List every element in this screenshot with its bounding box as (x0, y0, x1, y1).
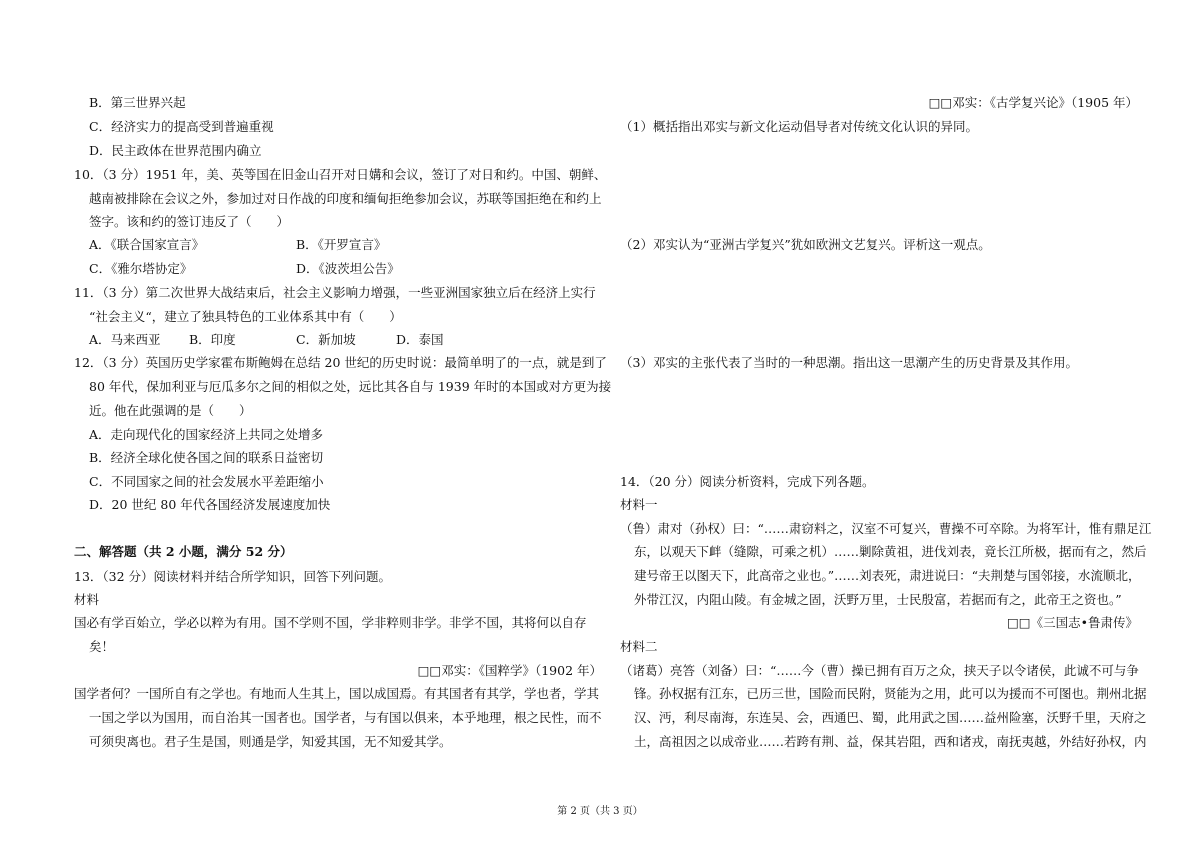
q13-passage2-line1: 国学者何？一国所自有之学也。有地而人生其上，国以成国焉。有其国者有其学，学也者，学其 (74, 686, 600, 701)
q13-passage2-line3: 可须臾离也。君子生是国，则通是学，知爱其国，无不知爱其学。 (89, 734, 452, 749)
q11-option-c: C．新加坡 (296, 332, 356, 347)
q14-material1-line1: （鲁）肃对（孙权）曰：“……肃窃料之，汉室不可复兴，曹操不可卒除。为将军计，惟有鼎足江 (620, 521, 1152, 536)
q13-material-label: 材料 (74, 592, 100, 607)
q14-material2-label: 材料二 (620, 639, 658, 654)
q13-passage1-line2: 矣！ (89, 639, 115, 654)
q12-option-d: D．20 世纪 80 年代各国经济发展速度加快 (89, 497, 331, 512)
q12-stem-line2: 80 年代，保加利亚与厄瓜多尔之间的相似之处，远比其各自与 1939 年时的本国或对方更为接 (89, 379, 612, 394)
q14-material1-line3: 建号帝王以图天下，此高帝之业也。”……刘表死，肃进说曰：“夫荆楚与国邻接，水流顺北， (634, 568, 1141, 583)
q12-option-b: B．经济全球化使各国之间的联系日益密切 (89, 450, 324, 465)
q13-subquestion-3: （3）邓实的主张代表了当时的一种思潮。指出这一思潮产生的历史背景及其作用。 (620, 355, 1078, 370)
q13-subquestion-1: （1）概括指出邓实与新文化运动倡导者对传统文化认识的异同。 (620, 119, 978, 134)
q14-material2-line2: 锋。孙权据有江东，已历三世，国险而民附，贤能为之用，此可以为援而不可图也。荆州北据 (634, 686, 1147, 701)
q13-passage1-line1: 国必有学百始立，学必以粹为有用。国不学则不国，学非粹则非学。非学不国，其将何以自存 (74, 615, 587, 630)
q11-option-a: A．马来西亚 (89, 332, 161, 347)
q12-option-c: C．不同国家之间的社会发展水平差距缩小 (89, 474, 324, 489)
q13-source1: □□邓实：《国粹学》（1902 年） (417, 663, 602, 678)
section-heading: 二、解答题（共 2 小题，满分 52 分） (74, 544, 293, 559)
q9-option-c: C．经济实力的提高受到普遍重视 (89, 119, 274, 134)
q10-option-d: D．《波茨坦公告》 (296, 261, 400, 276)
q10-stem-line3: 签字。该和约的签订违反了（ ） (89, 214, 290, 229)
q14-stem: 14．（20 分）阅读分析资料，完成下列各题。 (620, 474, 875, 489)
q14-material1-source: □□《三国志•鲁肃传》 (1007, 615, 1138, 630)
q14-material2-line4: 土，高祖因之以成帝业……若跨有荆、益，保其岩阻，西和诸戎，南抚夷越，外结好孙权，内 (634, 734, 1147, 749)
q13-stem: 13．（32 分）阅读材料并结合所学知识，回答下列问题。 (74, 569, 392, 584)
q11-option-b: B．印度 (189, 332, 236, 347)
q9-option-d: D．民主政体在世界范围内确立 (89, 143, 262, 158)
q9-option-b: B．第三世界兴起 (89, 95, 186, 110)
q12-stem-line1: 12．（3 分）英国历史学家霍布斯鲍姆在总结 20 世纪的历史时说：最简单明了的一点，就是到了 (74, 355, 607, 370)
q13-passage2-line2: 一国之学以为国用，而自治其一国者也。国学者，与有国以俱来，本乎地理，根之民性，而不 (89, 710, 602, 725)
q10-stem-line1: 10．（3 分）1951 年，美、英等国在旧金山召开对日媾和会议，签订了对日和约。中国、朝鲜、 (74, 167, 607, 182)
q14-material2-line3: 汉、沔，利尽南海，东连吴、会，西通巴、蜀，此用武之国……益州险塞，沃野千里，天府之 (634, 710, 1147, 725)
q10-stem-line2: 越南被排除在会议之外，参加过对日作战的印度和缅甸拒绝参加会议，苏联等国拒绝在和约上 (89, 191, 602, 206)
q11-stem-line2: “社会主义“，建立了独具特色的工业体系其中有（ ） (89, 309, 402, 324)
q10-option-a: A．《联合国家宣言》 (89, 237, 205, 252)
q12-stem-line3: 近。他在此强调的是（ ） (89, 403, 252, 418)
q14-material1-line4: 外带江汉，内阻山陵。有金城之固，沃野万里，士民殷富，若据而有之，此帝王之资也。” (634, 592, 1122, 607)
q14-material1-line2: 东，以观天下衅（缝隙，可乘之机）……剿除黄祖，进伐刘表，竟长江所极，据而有之，然后 (634, 544, 1147, 559)
q10-option-c: C．《雅尔塔协定》 (89, 261, 193, 276)
q11-option-d: D．泰国 (396, 332, 444, 347)
q13-subquestion-2: （2）邓实认为“亚洲古学复兴”犹如欧洲文艺复兴。评析这一观点。 (620, 237, 991, 252)
q14-material1-label: 材料一 (620, 497, 658, 512)
q12-option-a: A．走向现代化的国家经济上共同之处增多 (89, 427, 324, 442)
q10-option-b: B．《开罗宣言》 (296, 237, 387, 252)
q11-stem-line1: 11．（3 分）第二次世界大战结束后，社会主义影响力增强，一些亚洲国家独立后在经济上实行 (74, 285, 596, 300)
page-footer: 第 2 页（共 3 页） (557, 806, 643, 817)
q13-source2: □□邓实：《古学复兴论》（1905 年） (928, 95, 1138, 110)
q14-material2-line1: （诸葛）亮答（刘备）曰：“……今（曹）操已拥有百万之众，挟天子以令诸侯，此诚不可与争 (620, 663, 1139, 678)
